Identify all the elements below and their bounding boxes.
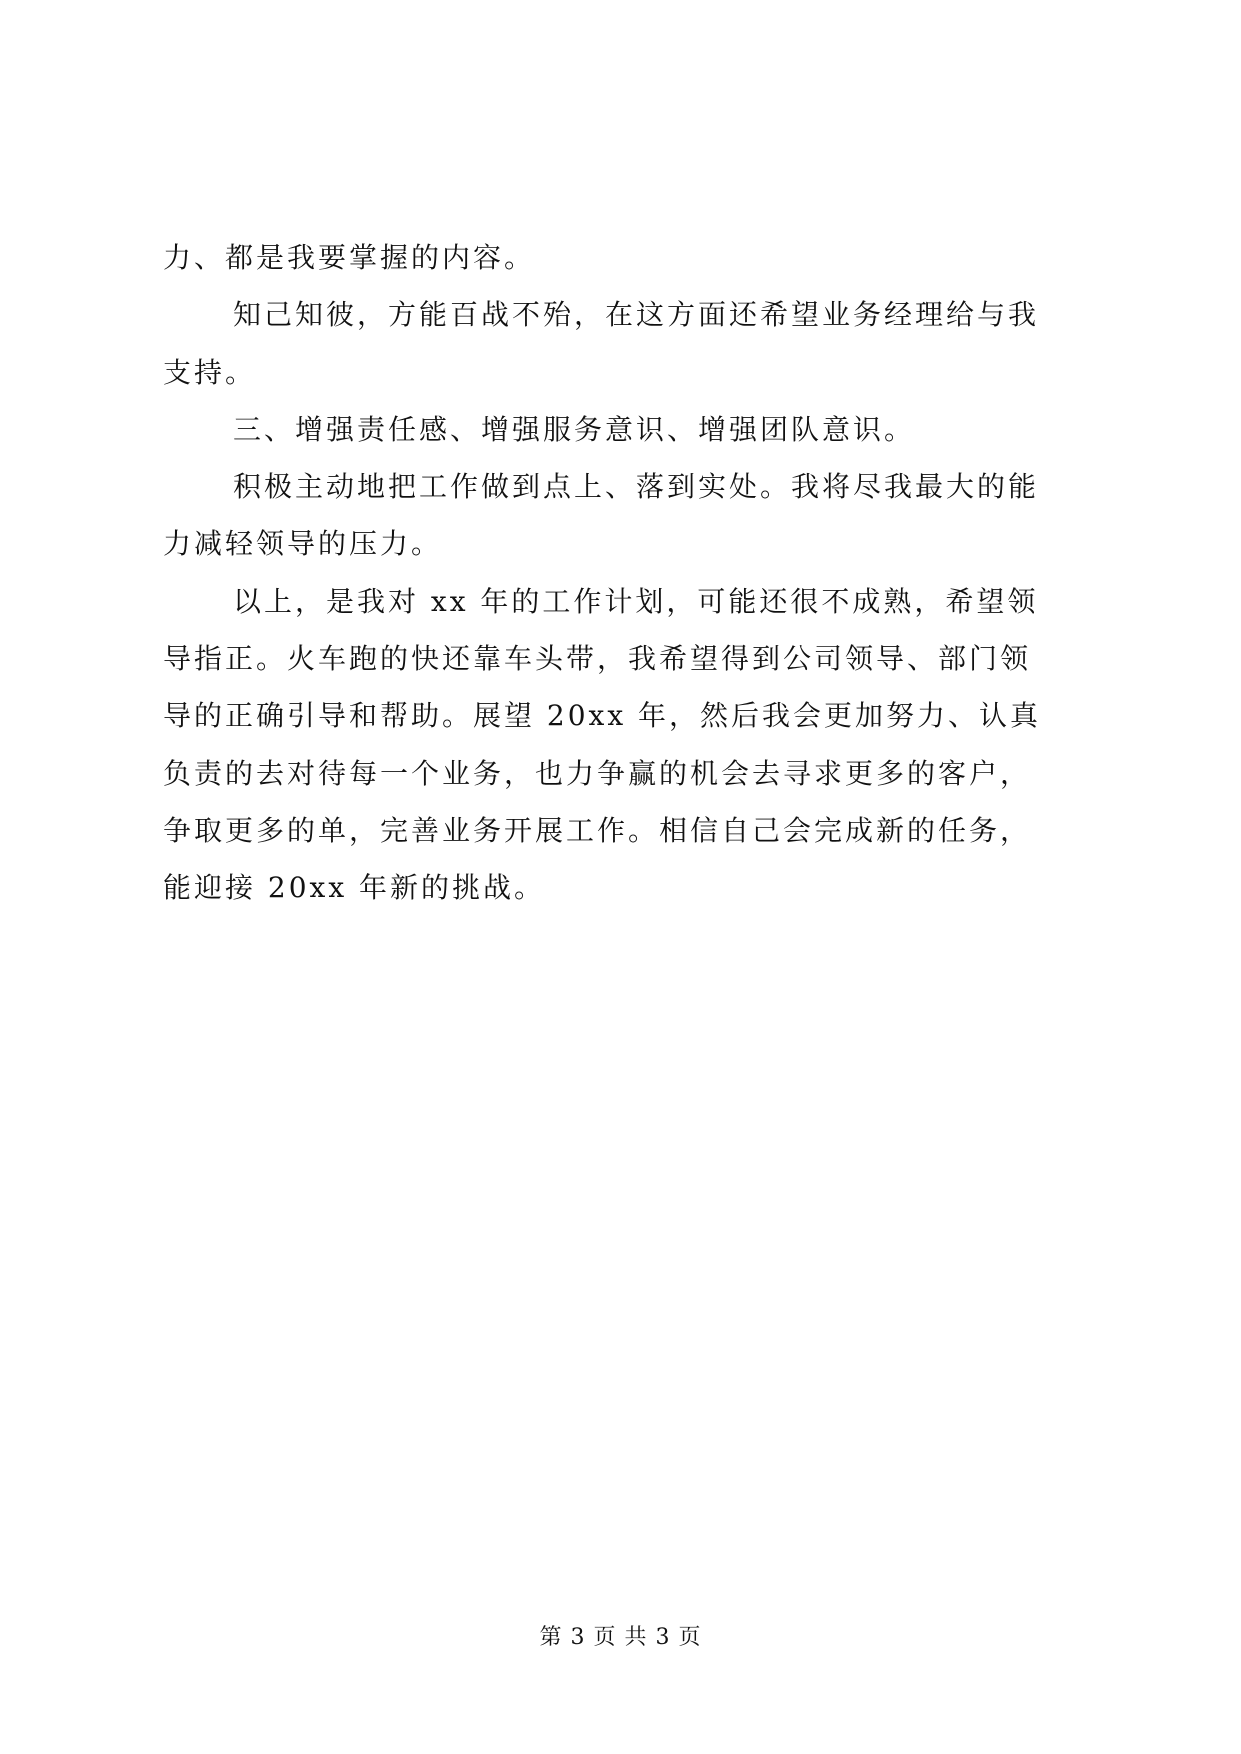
paragraph-line: 导的正确引导和帮助。展望 20xx 年，然后我会更加努力、认真 bbox=[163, 699, 1042, 733]
paragraph-line: 导指正。火车跑的快还靠车头带，我希望得到公司领导、部门领 bbox=[163, 642, 1032, 676]
paragraph-3 bbox=[163, 401, 1091, 458]
paragraph-line: 力、都是我要掌握的内容。 bbox=[163, 241, 536, 274]
paragraph-line: 三、增强责任感、增强服务意识、增强团队意识。 bbox=[233, 412, 916, 446]
paragraph-line: 能迎接 20xx 年新的挑战。 bbox=[163, 871, 546, 905]
page-number-footer: 第 3 页 共 3 页 bbox=[539, 1625, 702, 1650]
paragraph-5 bbox=[163, 573, 1091, 917]
paragraph-line: 支持。 bbox=[163, 355, 257, 389]
paragraph-line: 力减轻领导的压力。 bbox=[163, 527, 443, 561]
paragraph-line: 以上，是我对 xx 年的工作计划，可能还很不成熟，希望领 bbox=[233, 584, 1039, 618]
paragraph-1 bbox=[163, 229, 1091, 286]
paragraph-2 bbox=[163, 286, 1091, 401]
paragraph-4 bbox=[163, 458, 1091, 573]
document-body bbox=[163, 229, 1091, 917]
paragraph-line: 积极主动地把工作做到点上、落到实处。我将尽我最大的能 bbox=[233, 470, 1040, 504]
paragraph-line: 知己知彼，方能百战不殆，在这方面还希望业务经理给与我 bbox=[233, 298, 1040, 332]
paragraph-line: 负责的去对待每一个业务，也力争赢的机会去寻求更多的客户， bbox=[163, 756, 1032, 790]
paragraph-line: 争取更多的单，完善业务开展工作。相信自己会完成新的任务， bbox=[163, 813, 1032, 847]
